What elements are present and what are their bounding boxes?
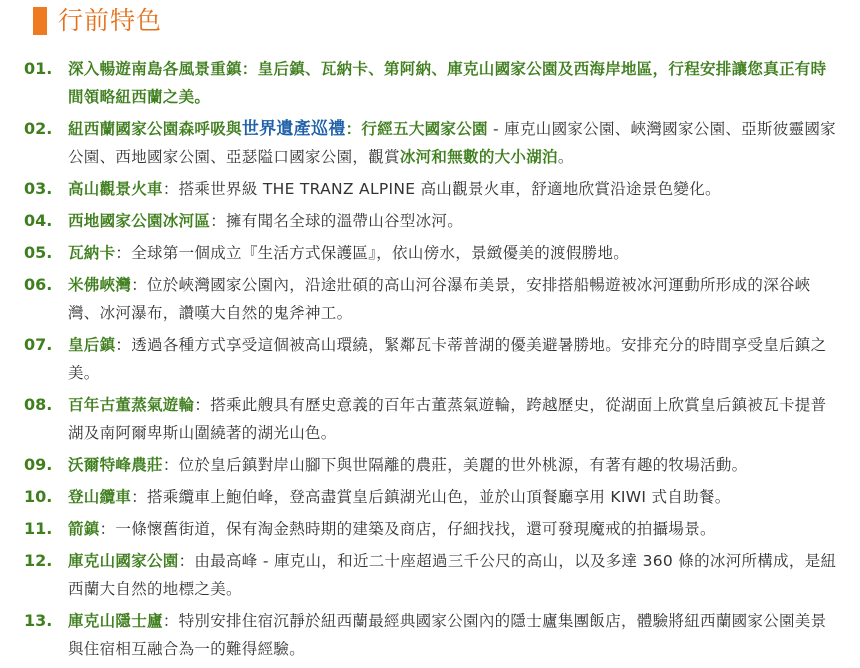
item-description-end: 。	[557, 148, 574, 166]
item-description: ：特別安排住宿沉靜於紐西蘭最經典國家公園內的隱士廬集團飯店，體驗將紐西蘭國家公園美景與住宿相互融合為一的難得經驗。	[68, 612, 827, 658]
list-item	[0, 271, 860, 327]
feature-list	[0, 55, 860, 667]
list-item	[0, 451, 860, 479]
item-body	[68, 607, 838, 663]
item-number: 09.	[24, 455, 53, 474]
item-body	[68, 175, 838, 203]
item-number: 06.	[24, 275, 53, 294]
item-description: ：搭乘此艘具有歷史意義的百年古董蒸氣遊輪，跨越歷史，從湖面上欣賞皇后鎮被瓦卡提普湖及南阿爾卑斯山圍繞著的湖光山色。	[68, 396, 827, 442]
item-number: 02.	[24, 119, 53, 138]
item-description: ：搭乘世界級 THE TRANZ ALPINE 高山觀景火車，舒適地欣賞沿途景色變化。	[162, 180, 721, 198]
item-body	[68, 547, 838, 603]
list-item	[0, 175, 860, 203]
list-item	[0, 55, 860, 111]
item-body	[68, 207, 838, 235]
item-description: ：透過各種方式享受這個被高山環繞，緊鄰瓦卡蒂普湖的優美避暑勝地。安排充分的時間享受皇后鎮之美。	[68, 336, 827, 382]
item-title: 西地國家公園冰河區	[68, 212, 211, 230]
list-item	[0, 207, 860, 235]
item-body	[68, 271, 838, 327]
item-body	[68, 391, 838, 447]
list-item	[0, 515, 860, 543]
item-title: 百年古董蒸氣遊輪	[68, 396, 195, 414]
item-description: ：擁有聞名全球的溫帶山谷型冰河。	[210, 212, 464, 230]
item-number: 07.	[24, 335, 53, 354]
item-description: ：一條懷舊街道，保有淘金熱時期的建築及商店，仔細找找，還可發現魔戒的拍攝場景。	[99, 520, 716, 538]
list-item	[0, 115, 860, 171]
item-description: ：由最高峰 - 庫克山，和近二十座超過三千公尺的高山，以及多達 360 條的冰河所構成，是紐西蘭大自然的地標之美。	[68, 552, 837, 598]
list-item	[0, 607, 860, 663]
item-body	[68, 483, 838, 511]
item-number: 01.	[24, 59, 53, 78]
item-description: ：全球第一個成立『生活方式保護區』，依山傍水，景緻優美的渡假勝地。	[115, 244, 630, 262]
item-number: 08.	[24, 395, 53, 414]
list-item	[0, 391, 860, 447]
list-item	[0, 331, 860, 387]
item-description: ：位於皇后鎮對岸山腳下與世隔離的農莊，美麗的世外桃源，有著有趣的牧場活動。	[162, 456, 748, 474]
header-accent-bar	[33, 7, 47, 35]
item-title: 米佛峽灣	[68, 276, 132, 294]
item-number: 10.	[24, 487, 53, 506]
item-title: 箭鎮	[68, 520, 100, 538]
item-number: 05.	[24, 243, 53, 262]
item-body	[68, 115, 838, 171]
item-body	[68, 451, 838, 479]
item-description: ：位於峽灣國家公園內，沿途壯碩的高山河谷瀑布美景，安排搭船暢遊被冰河運動所形成的深谷峽灣、冰河瀑布，讚嘆大自然的鬼斧神工。	[68, 276, 811, 322]
item-title: 沃爾特峰農莊	[68, 456, 163, 474]
item-number: 13.	[24, 611, 53, 630]
item-title: 庫克山隱士廬	[68, 612, 163, 630]
list-item	[0, 483, 860, 511]
item-title: 瓦納卡	[68, 244, 116, 262]
item-number: 03.	[24, 179, 53, 198]
item-body	[68, 331, 838, 387]
section-header	[33, 6, 162, 36]
item-body	[68, 515, 838, 543]
item-title-highlight: 世界遺產巡禮	[241, 119, 346, 139]
item-number: 11.	[24, 519, 53, 538]
item-title: 紐西蘭國家公園森呼吸與	[68, 120, 242, 138]
item-title: 深入暢遊南島各風景重鎮：皇后鎮、瓦納卡、第阿納、庫克山國家公園及西海岸地區，行程安排讓您真正有時間領略紐西蘭之美。	[68, 60, 827, 106]
item-title: 庫克山國家公園	[68, 552, 179, 570]
item-body	[68, 55, 838, 111]
item-title: 高山觀景火車	[68, 180, 163, 198]
item-number: 04.	[24, 211, 53, 230]
item-description: - 庫克山國家公園、峽灣國家公園、亞斯彼靈國家公園、西地國家公園、亞瑟隘口國家公園，觀賞	[68, 120, 836, 166]
item-body	[68, 239, 838, 267]
item-number: 12.	[24, 551, 53, 570]
list-item	[0, 239, 860, 267]
list-item	[0, 547, 860, 603]
item-title: 皇后鎮	[68, 336, 116, 354]
item-title-suffix: ：行經五大國家公園	[345, 120, 488, 138]
item-description-highlight: 冰河和無數的大小湖泊	[399, 148, 558, 166]
item-description: ：搭乘纜車上鮑伯峰，登高盡賞皇后鎮湖光山色，並於山頂餐廳享用 KIWI 式自助餐。	[131, 488, 731, 506]
item-title: 登山纜車	[68, 488, 132, 506]
section-title: 行前特色	[58, 6, 163, 35]
